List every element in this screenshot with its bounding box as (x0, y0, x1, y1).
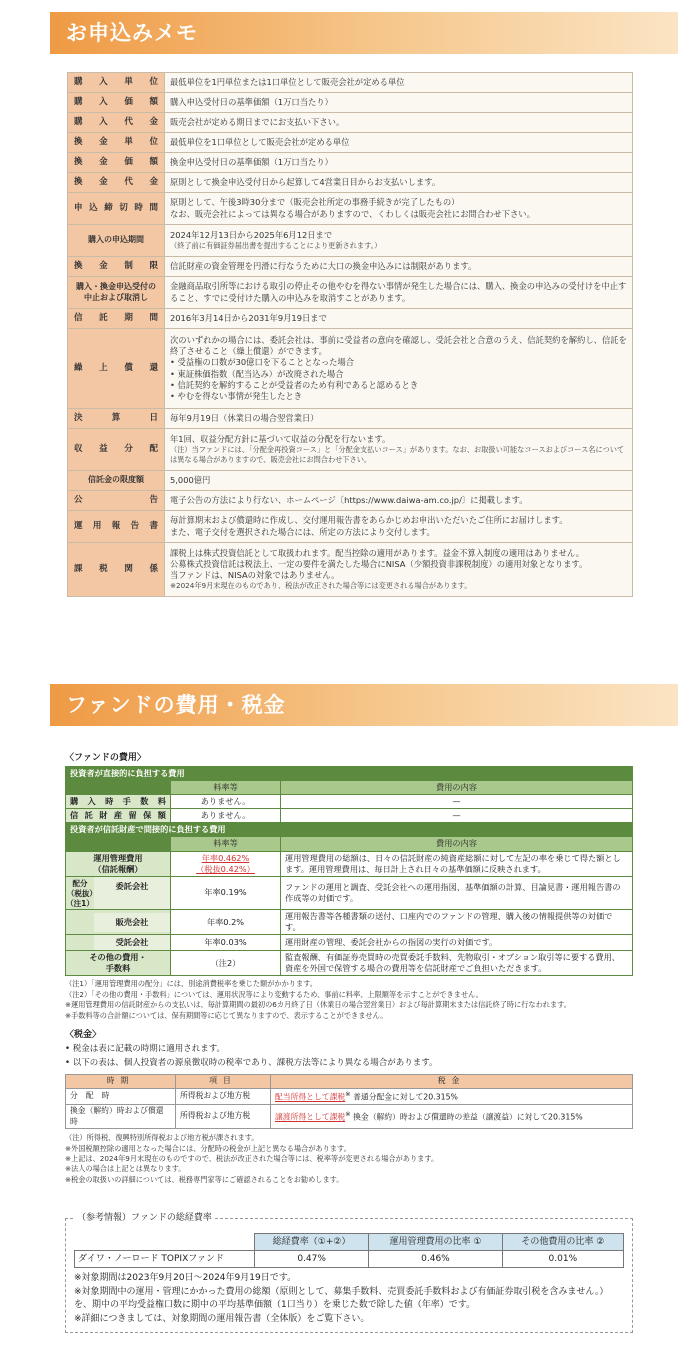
fee-notes (65, 979, 633, 1021)
memo-value (165, 491, 633, 511)
section-title: ファンドの費用・税金 (66, 693, 286, 717)
mgmt-label: 運用管理費用 (93, 852, 143, 863)
note-line: ※手数料等の合計額については、保有期間等に応じて異なりますので、表示することができません。 (65, 1010, 388, 1020)
memo-value (165, 309, 633, 329)
fee-trustee-row (66, 935, 633, 951)
note-line: （注1）「運用管理費用の配分」には、別途消費税率を乗じた額がかかります。 (65, 979, 317, 989)
ref-mgmt: 0.46% (369, 1251, 502, 1268)
note-line: （注）所得税、復興特別所得税および地方税が課されます。 (65, 1133, 259, 1143)
tax-row (66, 1105, 633, 1129)
memo-value-text: 毎計算期末および償還時に作成し、交付運用報告書をあらかじめお申出いただいたご住所にお届けします。 また、電子交付を選択された場合には、所定の方法により交付します。 (170, 515, 568, 537)
col-desc: 費用の内容 (281, 837, 633, 851)
fee-trustor-row (66, 876, 633, 909)
memo-value (165, 511, 633, 543)
memo-row (68, 225, 633, 257)
memo-label: 信託金の限度額 (68, 471, 165, 491)
memo-row (68, 113, 633, 133)
tax-head-row (66, 1075, 633, 1089)
memo-value-text: 金融商品取引所等における取引の停止その他やむを得ない事情が発生した場合には、購入、換金の申込みの受付けを中止すること、すでに受付けた購入の申込みを取消すことがあります。 (170, 281, 627, 303)
tax-text: 普通分配金に対して20.315% (353, 1092, 458, 1102)
memo-value-text: 換金申込受付日の基準価額（1万口当たり） (170, 156, 333, 167)
memo-label: 収益分配 (68, 429, 165, 471)
trustor-label: 委託会社 (94, 877, 170, 909)
memo-row (68, 409, 633, 429)
memo-value-text: 販売会社が定める期日までにお支払い下さい。 (170, 116, 345, 127)
note-line: ※対象期間中の運用・管理にかかった費用の総額（原則として、募集手数料、売買委託手数料および有価証券取引税を含みません。）を、期中の平均受益権口数に期中の平均基準価額（1口当り）を乗じた数で除した値（年率）です。 (74, 1286, 609, 1311)
ref-head-row (75, 1234, 624, 1251)
memo-label: 信託期間 (68, 309, 165, 329)
tax-table (65, 1074, 633, 1129)
note-line: • 税金は表に記載の時期に適用されます。 (65, 1044, 226, 1055)
fee-col-row-2 (66, 837, 633, 851)
fee-other-row (66, 951, 633, 976)
memo-value (165, 429, 633, 471)
ref-fund: ダイワ・ノーロード TOPIXファンド (75, 1251, 255, 1268)
memo-note: （終了前に有価証券届出書を提出することにより更新されます。） (170, 241, 382, 251)
ref-other: 0.01% (502, 1251, 623, 1268)
fee-title: 〈ファンドの費用〉 (65, 753, 146, 763)
other-label-sub: 手数料 (105, 963, 131, 974)
section-header-application-memo (50, 12, 678, 54)
note-line: ※外国税額控除の適用となった場合には、分配時の税金が上記と異なる場合があります。 (65, 1143, 351, 1153)
memo-label: 購入・換金申込受付の中止および取消し (68, 277, 165, 309)
mgmt-rate-ex: （税抜0.42%） (196, 863, 255, 874)
tax-text: 換金（解約）時および償還時の差益（譲渡益）に対して20.315% (353, 1112, 583, 1122)
tax-item: 所得税および地方税 (176, 1105, 271, 1129)
note-line: ※対象期間は2023年9月20日～2024年9月19日です。 (74, 1273, 296, 1284)
memo-row (68, 511, 633, 543)
expense-ratio-table (74, 1233, 624, 1268)
memo-row (68, 133, 633, 153)
tax-row (66, 1088, 633, 1104)
note-line: • 以下の表は、個人投資者の源泉徴収時の税率であり、課税方法等により異なる場合があります。 (65, 1057, 438, 1068)
memo-note: ※2024年9月末現在のものであり、税法が改正された場合等には変更される場合があります。 (170, 581, 472, 591)
ref-h-other: その他費用の比率 ② (502, 1234, 623, 1251)
memo-value-text: 原則として、午後3時30分まで（販売会社所定の事務手続きが完了したもの） なお、販売会社によっては異なる場合がありますので、くわしくは販売会社にお問合わせ下さい。 (170, 197, 535, 219)
memo-row (68, 543, 633, 597)
memo-value-text: 2024年12月13日から2025年6月12日まで (170, 230, 333, 241)
memo-value (165, 543, 633, 597)
memo-row (68, 491, 633, 511)
memo-value-text: 最低単位を1円単位または1口単位として販売会社が定める単位 (170, 76, 405, 87)
memo-label: 決算日 (68, 409, 165, 429)
memo-value-text: 年1回、収益分配方針に基づいて収益の分配を行ないます。 (170, 434, 391, 445)
memo-label: 換金単位 (68, 133, 165, 153)
ref-h-mgmt: 運用管理費用の比率 ① (369, 1234, 502, 1251)
tax-title: 〈税金〉 (65, 1030, 102, 1041)
memo-row (68, 153, 633, 173)
memo-value (165, 113, 633, 133)
memo-row (68, 471, 633, 491)
other-rate: （注2） (171, 951, 281, 976)
reserve-label: 信託財産留保額 (66, 809, 171, 823)
reserve-desc: — (281, 809, 633, 823)
ref-h-total: 総経費率（①+②） (255, 1234, 369, 1251)
tax-h-item: 項目 (176, 1075, 271, 1089)
memo-label: 換金価額 (68, 153, 165, 173)
memo-value-text: 電子公告の方法により行ない、ホームページ〔https://www.daiwa-am.co.jp/〕に掲載します。 (170, 494, 528, 505)
purchase-label: 購入時手数料 (66, 795, 171, 809)
memo-value (165, 471, 633, 491)
other-desc: 監査報酬、有価証券売買時の売買委託手数料、先物取引・オプション取引等に要する費用、資産を外国で保管する場合の費用等を信託財産でご負担いただきます。 (281, 951, 633, 976)
tax-notes (65, 1133, 633, 1185)
fee-indirect-head: 投資者が信託財産で間接的に負担する費用 (66, 823, 633, 837)
memo-value (165, 73, 633, 93)
memo-row (68, 173, 633, 193)
mgmt-rate: 年率0.462% (201, 852, 250, 863)
mgmt-label-sub: （信託報酬） (93, 863, 143, 874)
section-header-fees-taxes (50, 684, 678, 726)
trustee-label: 受託会社 (94, 935, 170, 950)
memo-value (165, 173, 633, 193)
reserve-rate: ありません。 (171, 809, 281, 823)
reference-title: （参考情報）ファンドの総経費率 (74, 1212, 215, 1224)
seller-label: 販売会社 (94, 913, 170, 932)
memo-label: 申込締切時間 (68, 193, 165, 225)
memo-label: 購入代金 (68, 113, 165, 133)
memo-value (165, 133, 633, 153)
memo-value (165, 409, 633, 429)
memo-label: 購入の申込期間 (68, 225, 165, 257)
trustee-desc: 運用財産の管理、委託会社からの指図の実行の対価です。 (281, 935, 633, 951)
memo-value-text: 5,000億円 (170, 474, 211, 485)
memo-value-text: 信託財産の資金管理を円滑に行なうために大口の換金申込みには制限があります。 (170, 260, 477, 271)
memo-label: 換金代金 (68, 173, 165, 193)
memo-value-text: 毎年9月19日（休業日の場合翌営業日） (170, 412, 319, 423)
memo-row (68, 277, 633, 309)
memo-value (165, 329, 633, 409)
memo-row (68, 93, 633, 113)
fee-section (65, 752, 633, 1185)
memo-value (165, 277, 633, 309)
trustor-desc: ファンドの運用と調査、受託会社への運用指図、基準価額の計算、目論見書・運用報告書の作成等の対価です。 (281, 876, 633, 909)
memo-value (165, 193, 633, 225)
col-rate: 料率等 (171, 781, 281, 795)
fee-seller-row (66, 910, 633, 935)
tax-time: 分配時 (66, 1088, 176, 1104)
ref-row (75, 1251, 624, 1268)
tax-bullets (65, 1043, 633, 1070)
other-label: その他の費用・ (89, 952, 147, 963)
fee-col-row (66, 781, 633, 795)
fee-direct-head-row (66, 767, 633, 781)
note-line: ※税金の取扱いの詳細については、税務専門家等にご確認されることをお勧めします。 (65, 1174, 344, 1184)
tax-mark: ※ (345, 1089, 351, 1098)
memo-label: 換金制限 (68, 257, 165, 277)
col-rate: 料率等 (171, 837, 281, 851)
mgmt-desc: 運用管理費用の総額は、日々の信託財産の純資産総額に対して左記の率を乗じて得た額とします。運用管理費用は、毎日計上され日々の基準価額に反映されます。 (281, 851, 633, 876)
tax-mark: ※ (345, 1109, 351, 1118)
fee-purchase-row (66, 795, 633, 809)
ref-total: 0.47% (255, 1251, 369, 1268)
memo-value-text: 課税上は株式投資信託として取扱われます。配当控除の適用があります。益金不算入制度の適用はありません。 公募株式投資信託は税法上、一定の要件を満たした場合にNISA（少額投資非課税制度）の適用対象となります。 当ファンドは、NISAの対象ではありません。 (170, 547, 588, 581)
tax-time: 換金（解約）時および償還時 (66, 1105, 176, 1129)
memo-value (165, 153, 633, 173)
alloc-label: 配分（税抜）（注1） (66, 878, 94, 908)
note-line: ※上記は、2024年9月末現在のものですので、税法が改正された場合等には、税率等が変更される場合があります。 (65, 1153, 439, 1163)
memo-row (68, 257, 633, 277)
memo-value (165, 93, 633, 113)
trustee-rate: 年率0.03% (171, 935, 281, 951)
memo-note: （注）当ファンドには、「分配金再投資コース」と「分配金支払いコース」があります。なお、お取扱い可能なコースおよびコース名については異なる場合がありますので、販売会社にお問合わせ下さい。 (170, 445, 625, 465)
memo-label: 運用報告書 (68, 511, 165, 543)
memo-value (165, 257, 633, 277)
tax-item: 所得税および地方税 (176, 1088, 271, 1104)
memo-row (68, 73, 633, 93)
seller-rate: 年率0.2% (171, 910, 281, 935)
tax-value (271, 1088, 633, 1104)
memo-label: 購入価額 (68, 93, 165, 113)
note-line: ※法人の場合は上記とは異なります。 (65, 1164, 186, 1174)
fee-mgmt-row (66, 851, 633, 876)
note-line: ※詳細につきましては、対象期間の運用報告書（全体版）をご覧下さい。 (74, 1313, 370, 1324)
memo-label: 購入単位 (68, 73, 165, 93)
tax-h-time: 時期 (66, 1075, 176, 1089)
memo-label: 公告 (68, 491, 165, 511)
fee-table (65, 766, 633, 976)
memo-value-text: 購入申込受付日の基準価額（1万口当たり） (170, 96, 333, 107)
fee-indirect-head-row (66, 823, 633, 837)
purchase-rate: ありません。 (171, 795, 281, 809)
tax-tag: 譲渡所得として課税 (275, 1112, 346, 1122)
memo-label: 繰上償還 (68, 329, 165, 409)
application-memo-table (67, 72, 633, 597)
memo-value-text: 次のいずれかの場合には、委託会社は、事前に受益者の意向を確認し、受託会社と合意のうえ、信託契約を解約し、信託を終了させること（繰上償還）ができます。 • 受益権の口数が30億口を下ることとなった場合 • 東証株価指数（配当込み）が改廃された場合 • 信託契約を解約することが受益者のため有利であると認めるとき • やむを得ない事情が発生したとき (170, 334, 627, 401)
tax-value (271, 1105, 633, 1129)
note-line: （注2）「その他の費用・手数料」については、運用状況等により変動するため、事前に料率、上限額等を示すことができません。 (65, 989, 483, 999)
reference-box (65, 1213, 633, 1333)
memo-value-text: 原則として換金申込受付日から起算して4営業日目からお支払いします。 (170, 176, 441, 187)
purchase-desc: — (281, 795, 633, 809)
memo-value (165, 225, 633, 257)
fee-reserve-row (66, 809, 633, 823)
section-title: お申込みメモ (66, 21, 198, 45)
trustor-rate: 年率0.19% (171, 876, 281, 909)
memo-row (68, 309, 633, 329)
tax-tag: 配当所得として課税 (275, 1092, 346, 1102)
memo-row (68, 193, 633, 225)
reference-notes (74, 1272, 624, 1326)
tax-h-tax: 税金 (271, 1075, 633, 1089)
seller-desc: 運用報告書等各種書類の送付、口座内でのファンドの管理、購入後の情報提供等の対価です。 (281, 910, 633, 935)
memo-value-text: 2016年3月14日から2031年9月19日まで (170, 312, 327, 323)
memo-value-text: 最低単位を1口単位として販売会社が定める単位 (170, 136, 350, 147)
note-line: ※運用管理費用の信託財産からの支払いは、毎計算期間の最初の6カ月終了日（休業日の場合翌営業日）および毎計算期末または信託終了時に行なわれます。 (65, 1000, 571, 1010)
memo-label: 課税関係 (68, 543, 165, 597)
fee-direct-head: 投資者が直接的に負担する費用 (66, 767, 633, 781)
memo-row (68, 429, 633, 471)
col-desc: 費用の内容 (281, 781, 633, 795)
memo-row (68, 329, 633, 409)
